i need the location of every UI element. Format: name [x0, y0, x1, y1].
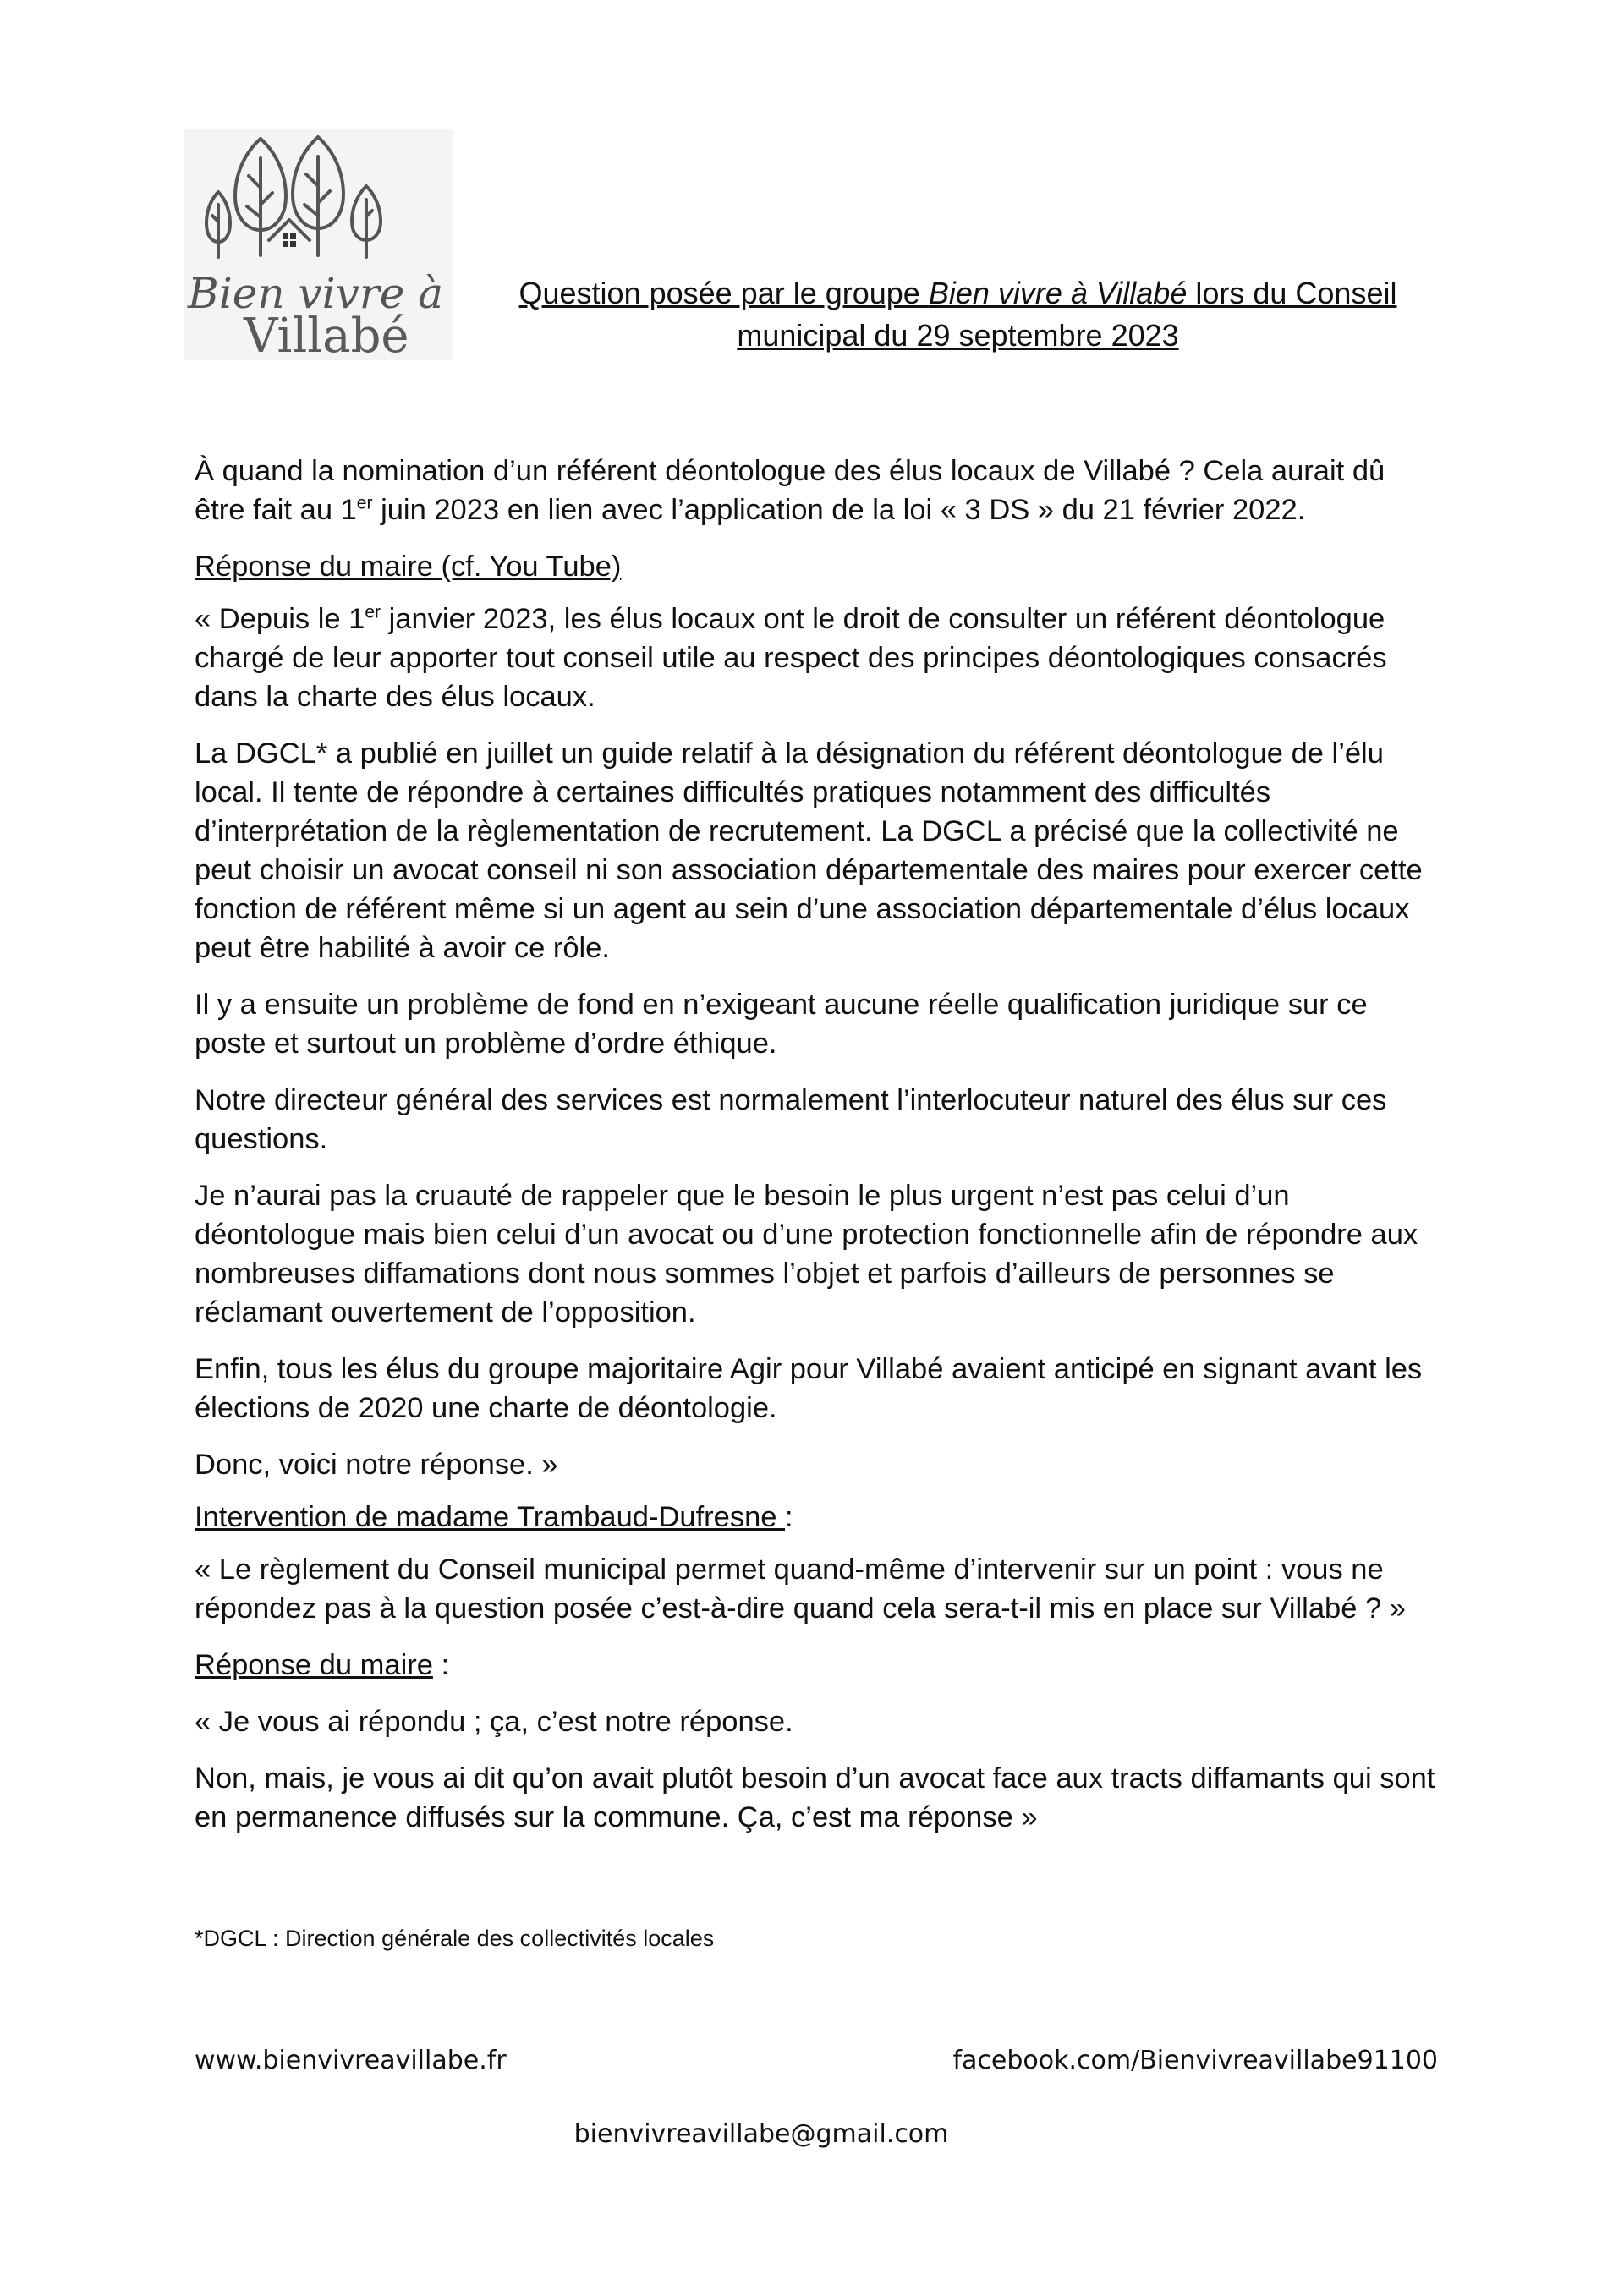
answer1-text-b: janvier 2023, les élus locaux ont le droit de consulter un référent déontologue chargé de leur apporter tout conseil utile au respect des principes déontologiques consacrés dans la charte des élus locaux.	[195, 603, 1387, 713]
response2-heading	[195, 1646, 1442, 1685]
logo-text-line1: Bien vivre à	[188, 269, 444, 318]
intervention-colon: :	[785, 1501, 793, 1533]
response1-heading	[195, 547, 1442, 586]
answer-paragraph-9: « Je vous ai répondu ; ça, c’est notre réponse.	[195, 1706, 793, 1738]
response1-heading-text: Réponse du maire (cf. You Tube)	[195, 551, 622, 583]
answer-paragraph-2: La DGCL* a publié en juillet un guide relatif à la désignation du référent déontologue de l’élu local. Il tente de répondre à certaines difficultés pratiques notamment des difficultés d’interprétation de la règlementation de recrutement. La DGCL a précisé que la collectivité ne peut choisir un avocat conseil ni son association départementale des maires pour exercer cette fonction de référent même si un agent au sein d’une association départementale d’élus locaux peut être habilité à avoir ce rôle.	[195, 737, 1423, 964]
tree-house-logo-icon	[184, 129, 453, 360]
answer1-text-a: « Depuis le 1	[195, 603, 365, 635]
facebook-link[interactable]: facebook.com/Bienvivreavillabe91100	[952, 2046, 1438, 2075]
logo-text-line2: Villabé	[244, 309, 409, 360]
question-superscript: er	[356, 493, 373, 513]
answer-paragraph-6: Enfin, tous les élus du groupe majoritaire Agir pour Villabé avaient anticipé en signant avant les élections de 2020 une charte de déontologie.	[195, 1353, 1423, 1424]
response2-colon: :	[432, 1649, 450, 1681]
answer1-superscript: er	[365, 602, 381, 622]
response2-heading-text: Réponse du maire	[195, 1649, 433, 1681]
document-body	[195, 452, 1442, 1855]
answer-paragraph-3: Il y a ensuite un problème de fond en n’exigeant aucune réelle qualification juridique sur ce poste et surtout un problème d’ordre éthique.	[195, 989, 1368, 1060]
answer-paragraph-10: Non, mais, je vous ai dit qu’on avait plutôt besoin d’un avocat face aux tracts diffamants qui sont en permanence diffusés sur la commune. Ça, c’est ma réponse »	[195, 1762, 1435, 1833]
title-group-name: Bien vivre à Villabé	[928, 276, 1188, 310]
email-link[interactable]: bienvivreavillabe@gmail.com	[573, 2119, 949, 2149]
title-line2: municipal du 29 septembre 2023	[737, 318, 1179, 353]
intervention-heading	[195, 1498, 1442, 1537]
title-prefix: Question posée par le groupe	[518, 276, 929, 310]
title-suffix: lors du Conseil	[1187, 276, 1397, 310]
footnote: *DGCL : Direction générale des collectivités locales	[195, 1926, 715, 1951]
answer-paragraph-5: Je n’aurai pas la cruauté de rappeler que le besoin le plus urgent n’est pas celui d’un déontologue mais bien celui d’un avocat ou d’une protection fonctionnelle afin de répondre aux nombreuses diffamations dont nous sommes l’objet et parfois d’ailleurs de personnes se réclamant ouvertement de l’opposition.	[195, 1180, 1418, 1329]
question-paragraph	[195, 452, 1442, 529]
website-link[interactable]: www.bienvivreavillabe.fr	[195, 2046, 507, 2075]
question-text-b: juin 2023 en lien avec l’application de la loi « 3 DS » du 21 février 2022.	[372, 494, 1306, 526]
answer-paragraph-1	[195, 600, 1442, 716]
question-text-a: À quand la nomination d’un référent déontologue des élus locaux de Villabé ? Cela aurait dû être fait au 1	[195, 455, 1385, 526]
brand-logo	[184, 129, 453, 360]
intervention-heading-text: Intervention de madame Trambaud-Dufresne	[195, 1501, 786, 1533]
answer-paragraph-4: Notre directeur général des services est normalement l’interlocuteur naturel des élus sur ces questions.	[195, 1084, 1387, 1155]
answer-paragraph-7: Donc, voici notre réponse. »	[195, 1449, 558, 1481]
page-title	[474, 272, 1442, 357]
intervention-paragraph: « Le règlement du Conseil municipal permet quand-même d’intervenir sur un point : vous ne répondez pas à la question posée c’est-à-dire quand cela sera-t-il mis en place sur Villabé ? »	[195, 1553, 1406, 1625]
